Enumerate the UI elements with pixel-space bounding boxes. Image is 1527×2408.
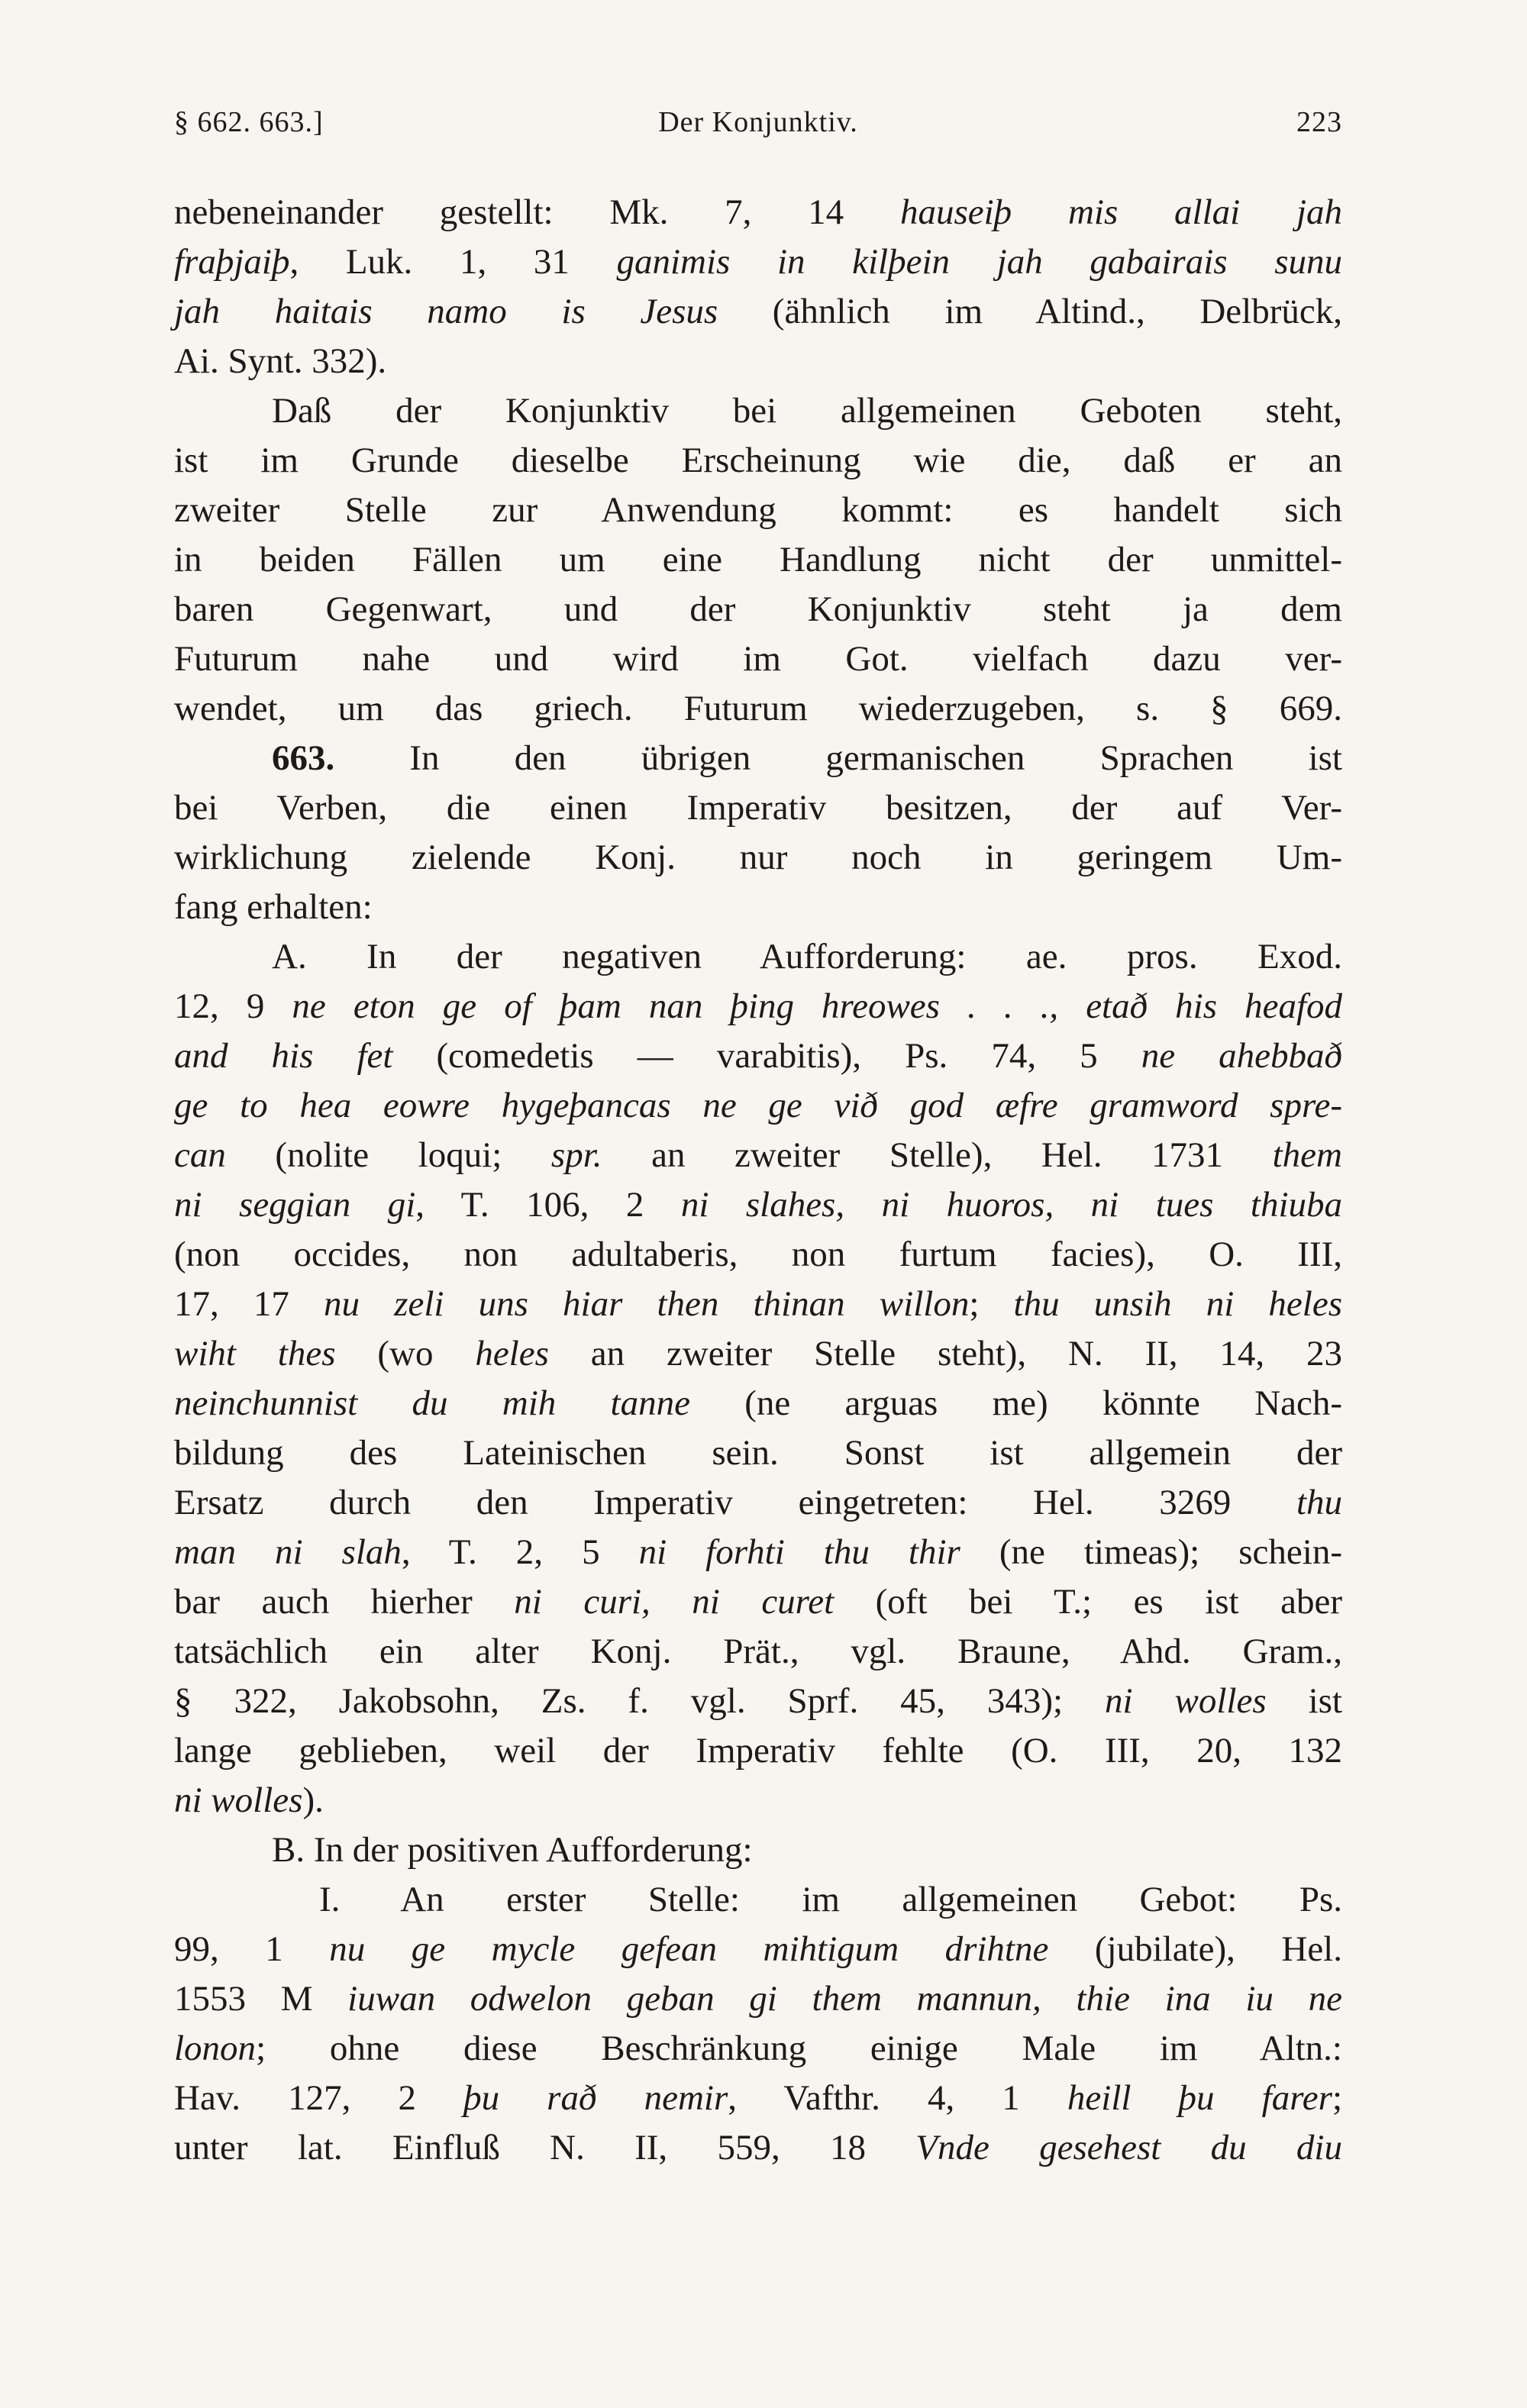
text-line: ist im Grunde dieselbe Erscheinung wie die, daß er an	[174, 441, 1342, 480]
page-number: 223	[1296, 106, 1342, 138]
text-line: and his fet (comedetis — varabitis), Ps. 74, 5 ne ahebbað	[174, 1036, 1342, 1076]
text-line: ni wolles).	[174, 1780, 324, 1820]
text-line: bei Verben, die einen Imperativ besitzen, der auf Ver-	[174, 788, 1342, 828]
text-line: 12, 9 ne eton ge of þam nan þing hreowes . . ., etað his heafod	[174, 986, 1343, 1026]
text-line: nebeneinander gestellt: Mk. 7, 14 hauseiþ mis allai jah	[174, 192, 1343, 232]
text-line: Ersatz durch den Imperativ eingetreten: Hel. 3269 thu	[174, 1483, 1342, 1522]
text-line: fang erhalten:	[174, 887, 373, 927]
text-line: 17, 17 nu zeli uns hiar then thinan willon; thu unsih ni heles	[174, 1284, 1343, 1324]
text-line: fraþjaiþ, Luk. 1, 31 ganimis in kilþein jah gabairais sunu	[174, 242, 1342, 282]
text-line: wendet, um das griech. Futurum wiederzugeben, s. § 669.	[174, 689, 1342, 728]
text-line: in beiden Fällen um eine Handlung nicht der unmittel-	[174, 540, 1342, 579]
text-line: bar auch hierher ni curi, ni curet (oft bei T.; es ist aber	[174, 1582, 1342, 1622]
text-line: Futurum nahe und wird im Got. vielfach dazu ver-	[174, 639, 1342, 679]
text-line: neinchunnist du mih tanne (ne arguas me) könnte Nach-	[174, 1383, 1342, 1423]
text-line: B. In der positiven Aufforderung:	[272, 1830, 753, 1870]
text-line: 1553 M iuwan odwelon geban gi them mannun, thie ina iu ne	[174, 1979, 1342, 2019]
text-line: I. An erster Stelle: im allgemeinen Gebot: Ps.	[319, 1880, 1342, 1919]
text-line: ni seggian gi, T. 106, 2 ni slahes, ni huoros, ni tues thiuba	[174, 1185, 1343, 1225]
header-section-ref: § 662. 663.]	[174, 106, 324, 138]
text-line: can (nolite loqui; spr. an zweiter Stelle), Hel. 1731 them	[174, 1135, 1342, 1175]
text-line: lange geblieben, weil der Imperativ fehlte (O. III, 20, 132	[174, 1731, 1342, 1770]
text-line: wirklichung zielende Konj. nur noch in geringem Um-	[174, 838, 1342, 877]
text-line: (non occides, non adultaberis, non furtum facies), O. III,	[174, 1235, 1342, 1274]
text-line: Ai. Synt. 332).	[174, 341, 387, 381]
text-line: tatsächlich ein alter Konj. Prät., vgl. Braune, Ahd. Gram.,	[174, 1632, 1342, 1671]
running-header	[174, 105, 1342, 151]
header-title: Der Konjunktiv.	[658, 106, 858, 138]
text-line: unter lat. Einfluß N. II, 559, 18 Vnde gesehest du diu	[174, 2128, 1342, 2168]
body-text	[174, 188, 1342, 2173]
text-line: Hav. 127, 2 þu rað nemir, Vafthr. 4, 1 heill þu farer;	[174, 2078, 1342, 2118]
text-line: Daß der Konjunktiv bei allgemeinen Geboten steht,	[272, 391, 1342, 431]
text-line: zweiter Stelle zur Anwendung kommt: es handelt sich	[174, 490, 1342, 530]
text-line: jah haitais namo is Jesus (ähnlich im Altind., Delbrück,	[174, 292, 1342, 331]
text-line: A. In der negativen Aufforderung: ae. pros. Exod.	[272, 937, 1342, 976]
text-line: bildung des Lateinischen sein. Sonst ist allgemein der	[174, 1433, 1342, 1473]
text-line: wiht thes (wo heles an zweiter Stelle steht), N. II, 14, 23	[174, 1334, 1342, 1373]
text-line: baren Gegenwart, und der Konjunktiv steht ja dem	[174, 589, 1342, 629]
text-line: § 322, Jakobsohn, Zs. f. vgl. Sprf. 45, 343); ni wolles ist	[174, 1681, 1342, 1721]
text-line: 663. In den übrigen germanischen Sprachen ist	[272, 738, 1342, 778]
text-line: man ni slah, T. 2, 5 ni forhti thu thir (ne timeas); schein-	[174, 1532, 1342, 1572]
text-line: ge to hea eowre hygeþancas ne ge við god æfre gramword spre-	[174, 1086, 1342, 1125]
text-line: 99, 1 nu ge mycle gefean mihtigum drihtne (jubilate), Hel.	[174, 1929, 1342, 1969]
text-line: lonon; ohne diese Beschränkung einige Male im Altn.:	[174, 2029, 1342, 2068]
